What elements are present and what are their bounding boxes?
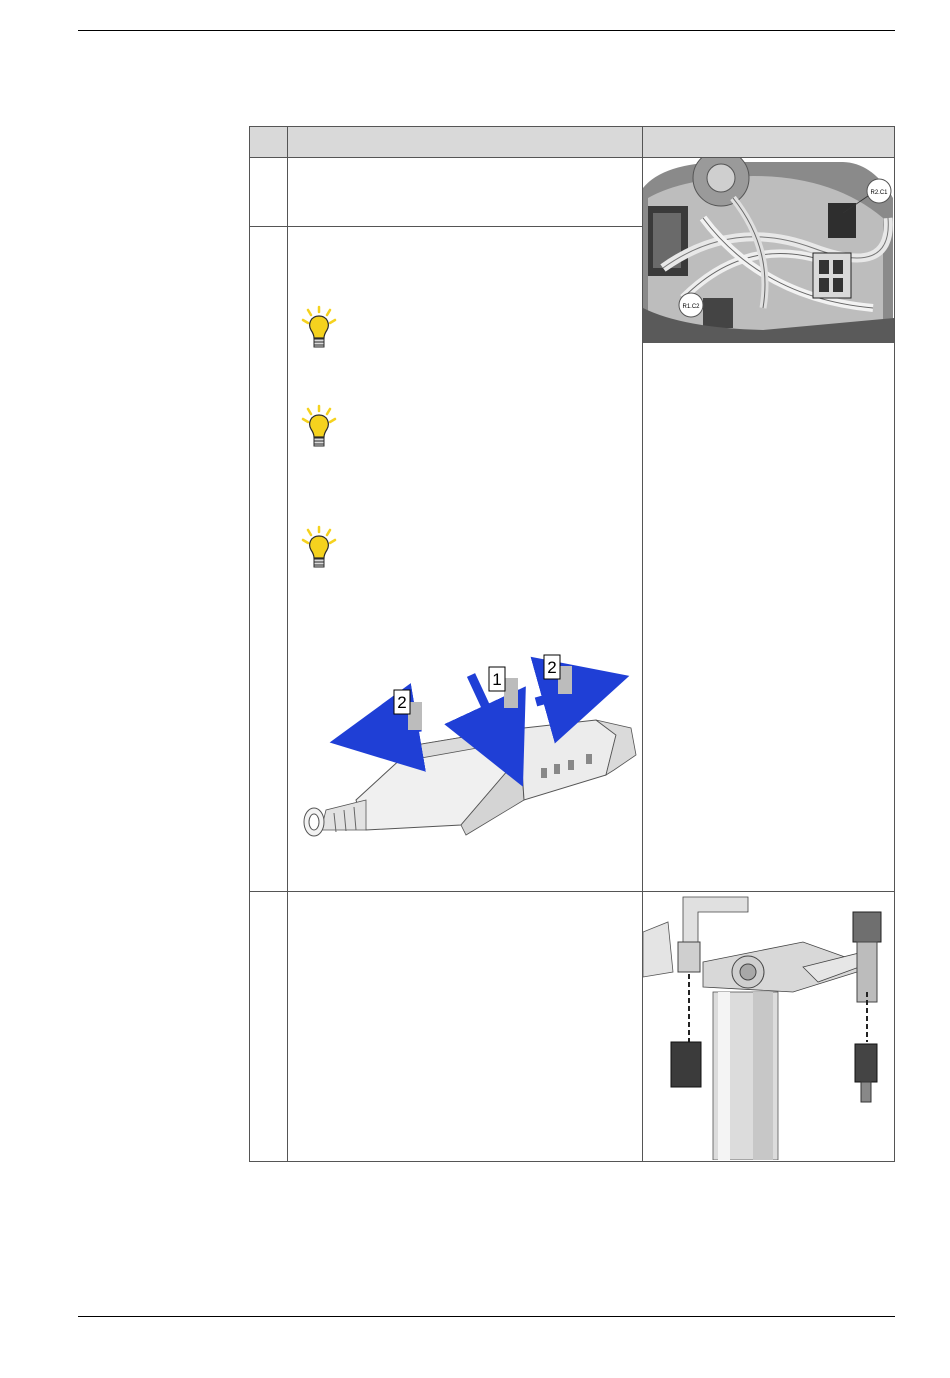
axis-connector-assembly-illustration — [643, 892, 894, 1160]
connector-release-illustration — [296, 650, 640, 850]
cable-connectors-photo — [643, 158, 894, 343]
release-label: 2 — [397, 693, 407, 712]
lightbulb-icon — [296, 404, 342, 450]
table-header-row — [250, 127, 895, 158]
procedure-table — [249, 126, 895, 1162]
lightbulb-icon — [296, 525, 342, 571]
photo-label: R2.C1 — [870, 190, 888, 196]
header-info — [643, 127, 895, 158]
release-label: 2 — [547, 658, 557, 677]
footer-rule — [78, 1316, 895, 1317]
header-rule — [78, 30, 895, 31]
figure-cell — [643, 158, 895, 892]
header-step — [250, 127, 288, 158]
header-action — [288, 127, 643, 158]
lightbulb-icon — [296, 305, 342, 351]
step-action — [288, 158, 643, 227]
table-row — [250, 892, 895, 1162]
figure-cell — [643, 892, 895, 1162]
step-number — [250, 227, 288, 892]
release-label: 1 — [492, 670, 502, 689]
photo-label: R1.C2 — [682, 304, 700, 310]
step-number — [250, 158, 288, 227]
step-number — [250, 892, 288, 1162]
table-row — [250, 158, 895, 227]
step-action — [288, 892, 643, 1162]
